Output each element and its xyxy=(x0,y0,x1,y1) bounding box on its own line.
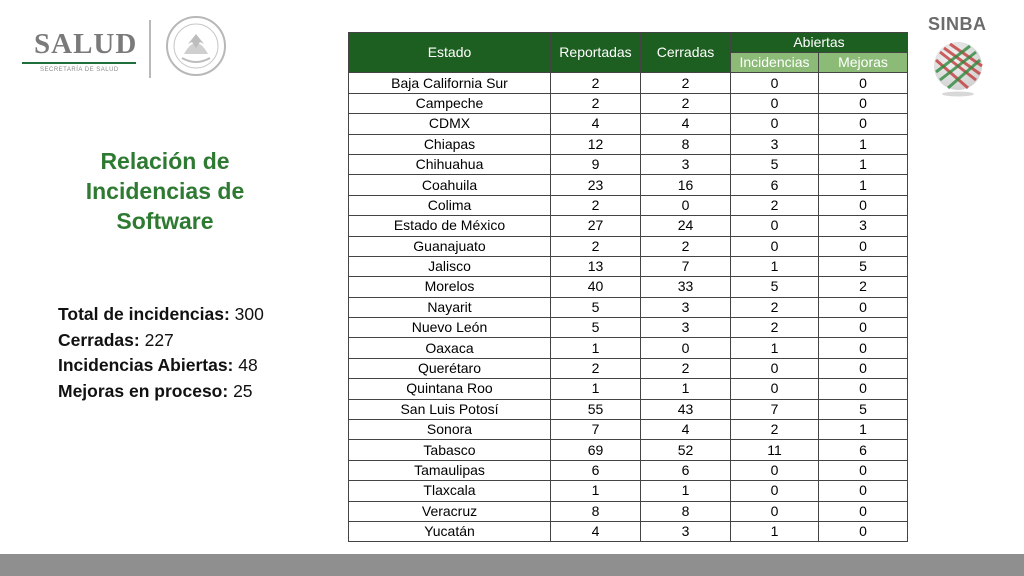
cell-cerradas: 52 xyxy=(641,440,731,460)
table-row xyxy=(349,134,908,154)
summary-cerradas-label: Cerradas: xyxy=(58,329,140,350)
cell-mejoras: 0 xyxy=(819,481,908,501)
cell-reportadas: 5 xyxy=(551,297,641,317)
sinba-logo-text: SINBA xyxy=(928,14,987,34)
table-row xyxy=(349,93,908,113)
cell-mejoras: 0 xyxy=(819,338,908,358)
cell-estado: Nuevo León xyxy=(349,318,551,338)
table-row xyxy=(349,420,908,440)
table-row xyxy=(349,399,908,419)
table-row xyxy=(349,297,908,317)
cell-incidencias: 0 xyxy=(731,501,819,521)
cell-estado: Yucatán xyxy=(349,521,551,541)
header-estado: Estado xyxy=(349,33,551,73)
cell-estado: San Luis Potosí xyxy=(349,399,551,419)
header-reportadas: Reportadas xyxy=(551,33,641,73)
cell-incidencias: 0 xyxy=(731,73,819,93)
cell-mejoras: 0 xyxy=(819,73,908,93)
cell-mejoras: 0 xyxy=(819,93,908,113)
cell-reportadas: 23 xyxy=(551,175,641,195)
summary-total xyxy=(58,302,264,328)
cell-reportadas: 40 xyxy=(551,277,641,297)
table-row xyxy=(349,358,908,378)
cell-reportadas: 8 xyxy=(551,501,641,521)
cell-incidencias: 0 xyxy=(731,358,819,378)
cell-incidencias: 0 xyxy=(731,93,819,113)
cell-incidencias: 2 xyxy=(731,195,819,215)
cell-estado: CDMX xyxy=(349,114,551,134)
cell-reportadas: 4 xyxy=(551,521,641,541)
cell-mejoras: 5 xyxy=(819,256,908,276)
cell-cerradas: 8 xyxy=(641,134,731,154)
salud-logo xyxy=(18,26,148,76)
cell-reportadas: 1 xyxy=(551,481,641,501)
cell-mejoras: 1 xyxy=(819,134,908,154)
cell-estado: Chihuahua xyxy=(349,154,551,174)
summary-total-value: 300 xyxy=(234,304,264,324)
table-row xyxy=(349,114,908,134)
cell-cerradas: 43 xyxy=(641,399,731,419)
cell-mejoras: 6 xyxy=(819,440,908,460)
cell-estado: Veracruz xyxy=(349,501,551,521)
cell-incidencias: 0 xyxy=(731,236,819,256)
cell-reportadas: 27 xyxy=(551,216,641,236)
cell-mejoras: 0 xyxy=(819,521,908,541)
cell-estado: Querétaro xyxy=(349,358,551,378)
cell-incidencias: 0 xyxy=(731,216,819,236)
summary-total-label: Total de incidencias: xyxy=(58,304,230,324)
table-row xyxy=(349,440,908,460)
cell-reportadas: 2 xyxy=(551,73,641,93)
cell-mejoras: 3 xyxy=(819,216,908,236)
cell-mejoras: 1 xyxy=(819,420,908,440)
cell-cerradas: 2 xyxy=(641,236,731,256)
cell-incidencias: 0 xyxy=(731,460,819,480)
cell-incidencias: 3 xyxy=(731,134,819,154)
cell-incidencias: 2 xyxy=(731,420,819,440)
cell-cerradas: 6 xyxy=(641,460,731,480)
cell-mejoras: 0 xyxy=(819,318,908,338)
cell-reportadas: 9 xyxy=(551,154,641,174)
cell-reportadas: 2 xyxy=(551,93,641,113)
cell-estado: Sonora xyxy=(349,420,551,440)
summary-cerradas-value: 227 xyxy=(144,329,174,350)
cell-mejoras: 5 xyxy=(819,399,908,419)
cell-mejoras: 0 xyxy=(819,379,908,399)
table-row xyxy=(349,175,908,195)
cell-incidencias: 6 xyxy=(731,175,819,195)
logo-divider xyxy=(149,20,151,78)
cell-cerradas: 3 xyxy=(641,318,731,338)
cell-cerradas: 1 xyxy=(641,481,731,501)
cell-reportadas: 2 xyxy=(551,358,641,378)
cell-incidencias: 1 xyxy=(731,256,819,276)
cell-cerradas: 3 xyxy=(641,521,731,541)
table-row xyxy=(349,216,908,236)
summary-block xyxy=(58,302,264,404)
cell-cerradas: 1 xyxy=(641,379,731,399)
cell-cerradas: 16 xyxy=(641,175,731,195)
cell-estado: Tlaxcala xyxy=(349,481,551,501)
cell-estado: Chiapas xyxy=(349,134,551,154)
cell-reportadas: 13 xyxy=(551,256,641,276)
table-row xyxy=(349,73,908,93)
cell-mejoras: 0 xyxy=(819,195,908,215)
table-row xyxy=(349,481,908,501)
mexico-seal-icon xyxy=(164,14,228,78)
cell-mejoras: 0 xyxy=(819,460,908,480)
cell-reportadas: 12 xyxy=(551,134,641,154)
table-row xyxy=(349,379,908,399)
cell-reportadas: 5 xyxy=(551,318,641,338)
cell-estado: Baja California Sur xyxy=(349,73,551,93)
cell-reportadas: 7 xyxy=(551,420,641,440)
header-abiertas: Abiertas xyxy=(731,33,908,53)
cell-incidencias: 0 xyxy=(731,481,819,501)
cell-mejoras: 0 xyxy=(819,501,908,521)
cell-incidencias: 0 xyxy=(731,114,819,134)
cell-mejoras: 0 xyxy=(819,114,908,134)
cell-mejoras: 1 xyxy=(819,175,908,195)
cell-mejoras: 0 xyxy=(819,358,908,378)
cell-estado: Guanajuato xyxy=(349,236,551,256)
cell-estado: Colima xyxy=(349,195,551,215)
cell-reportadas: 6 xyxy=(551,460,641,480)
summary-abiertas-value: 48 xyxy=(238,355,258,375)
cell-reportadas: 1 xyxy=(551,338,641,358)
salud-logo-subtitle: SECRETARÍA DE SALUD xyxy=(40,67,119,73)
cell-incidencias: 2 xyxy=(731,297,819,317)
cell-cerradas: 0 xyxy=(641,338,731,358)
cell-reportadas: 55 xyxy=(551,399,641,419)
cell-cerradas: 3 xyxy=(641,297,731,317)
table-row xyxy=(349,236,908,256)
cell-cerradas: 4 xyxy=(641,420,731,440)
cell-cerradas: 33 xyxy=(641,277,731,297)
table-row xyxy=(349,318,908,338)
cell-incidencias: 7 xyxy=(731,399,819,419)
table-row xyxy=(349,521,908,541)
sinba-globe-icon xyxy=(930,38,986,98)
cell-cerradas: 2 xyxy=(641,358,731,378)
cell-estado: Tabasco xyxy=(349,440,551,460)
sinba-logo xyxy=(922,10,998,100)
table-row xyxy=(349,195,908,215)
header-cerradas: Cerradas xyxy=(641,33,731,73)
header-mejoras: Mejoras xyxy=(819,53,908,73)
cell-cerradas: 2 xyxy=(641,93,731,113)
cell-incidencias: 5 xyxy=(731,154,819,174)
summary-abiertas-label: Incidencias Abiertas: xyxy=(58,355,234,375)
bottom-bar xyxy=(0,554,1024,576)
cell-cerradas: 4 xyxy=(641,114,731,134)
cell-estado: Oaxaca xyxy=(349,338,551,358)
cell-cerradas: 3 xyxy=(641,154,731,174)
salud-logo-line xyxy=(22,62,136,64)
cell-reportadas: 69 xyxy=(551,440,641,460)
cell-cerradas: 24 xyxy=(641,216,731,236)
cell-incidencias: 11 xyxy=(731,440,819,460)
table-row xyxy=(349,256,908,276)
table-row xyxy=(349,338,908,358)
summary-cerradas xyxy=(58,328,264,354)
cell-reportadas: 4 xyxy=(551,114,641,134)
cell-estado: Jalisco xyxy=(349,256,551,276)
cell-incidencias: 5 xyxy=(731,277,819,297)
summary-mejoras-label: Mejoras en proceso: xyxy=(58,380,229,401)
cell-cerradas: 2 xyxy=(641,73,731,93)
table-row xyxy=(349,501,908,521)
cell-estado: Tamaulipas xyxy=(349,460,551,480)
cell-reportadas: 2 xyxy=(551,195,641,215)
summary-abiertas xyxy=(58,353,264,379)
table-row xyxy=(349,154,908,174)
cell-mejoras: 1 xyxy=(819,154,908,174)
table-row xyxy=(349,277,908,297)
cell-reportadas: 2 xyxy=(551,236,641,256)
cell-mejoras: 0 xyxy=(819,236,908,256)
cell-estado: Coahuila xyxy=(349,175,551,195)
cell-cerradas: 7 xyxy=(641,256,731,276)
cell-cerradas: 8 xyxy=(641,501,731,521)
cell-estado: Morelos xyxy=(349,277,551,297)
table-row xyxy=(349,460,908,480)
cell-estado: Campeche xyxy=(349,93,551,113)
cell-mejoras: 0 xyxy=(819,297,908,317)
cell-estado: Quintana Roo xyxy=(349,379,551,399)
cell-estado: Estado de México xyxy=(349,216,551,236)
summary-mejoras xyxy=(58,379,264,405)
cell-incidencias: 2 xyxy=(731,318,819,338)
salud-logo-text: SALUD xyxy=(34,28,138,60)
cell-reportadas: 1 xyxy=(551,379,641,399)
incidencias-table xyxy=(348,32,908,542)
header-incidencias: Incidencias xyxy=(731,53,819,73)
cell-incidencias: 1 xyxy=(731,521,819,541)
cell-incidencias: 0 xyxy=(731,379,819,399)
cell-estado: Nayarit xyxy=(349,297,551,317)
summary-mejoras-value: 25 xyxy=(233,380,253,401)
cell-cerradas: 0 xyxy=(641,195,731,215)
cell-incidencias: 1 xyxy=(731,338,819,358)
page-title: Relación de Incidencias de Software xyxy=(85,148,245,234)
cell-mejoras: 2 xyxy=(819,277,908,297)
